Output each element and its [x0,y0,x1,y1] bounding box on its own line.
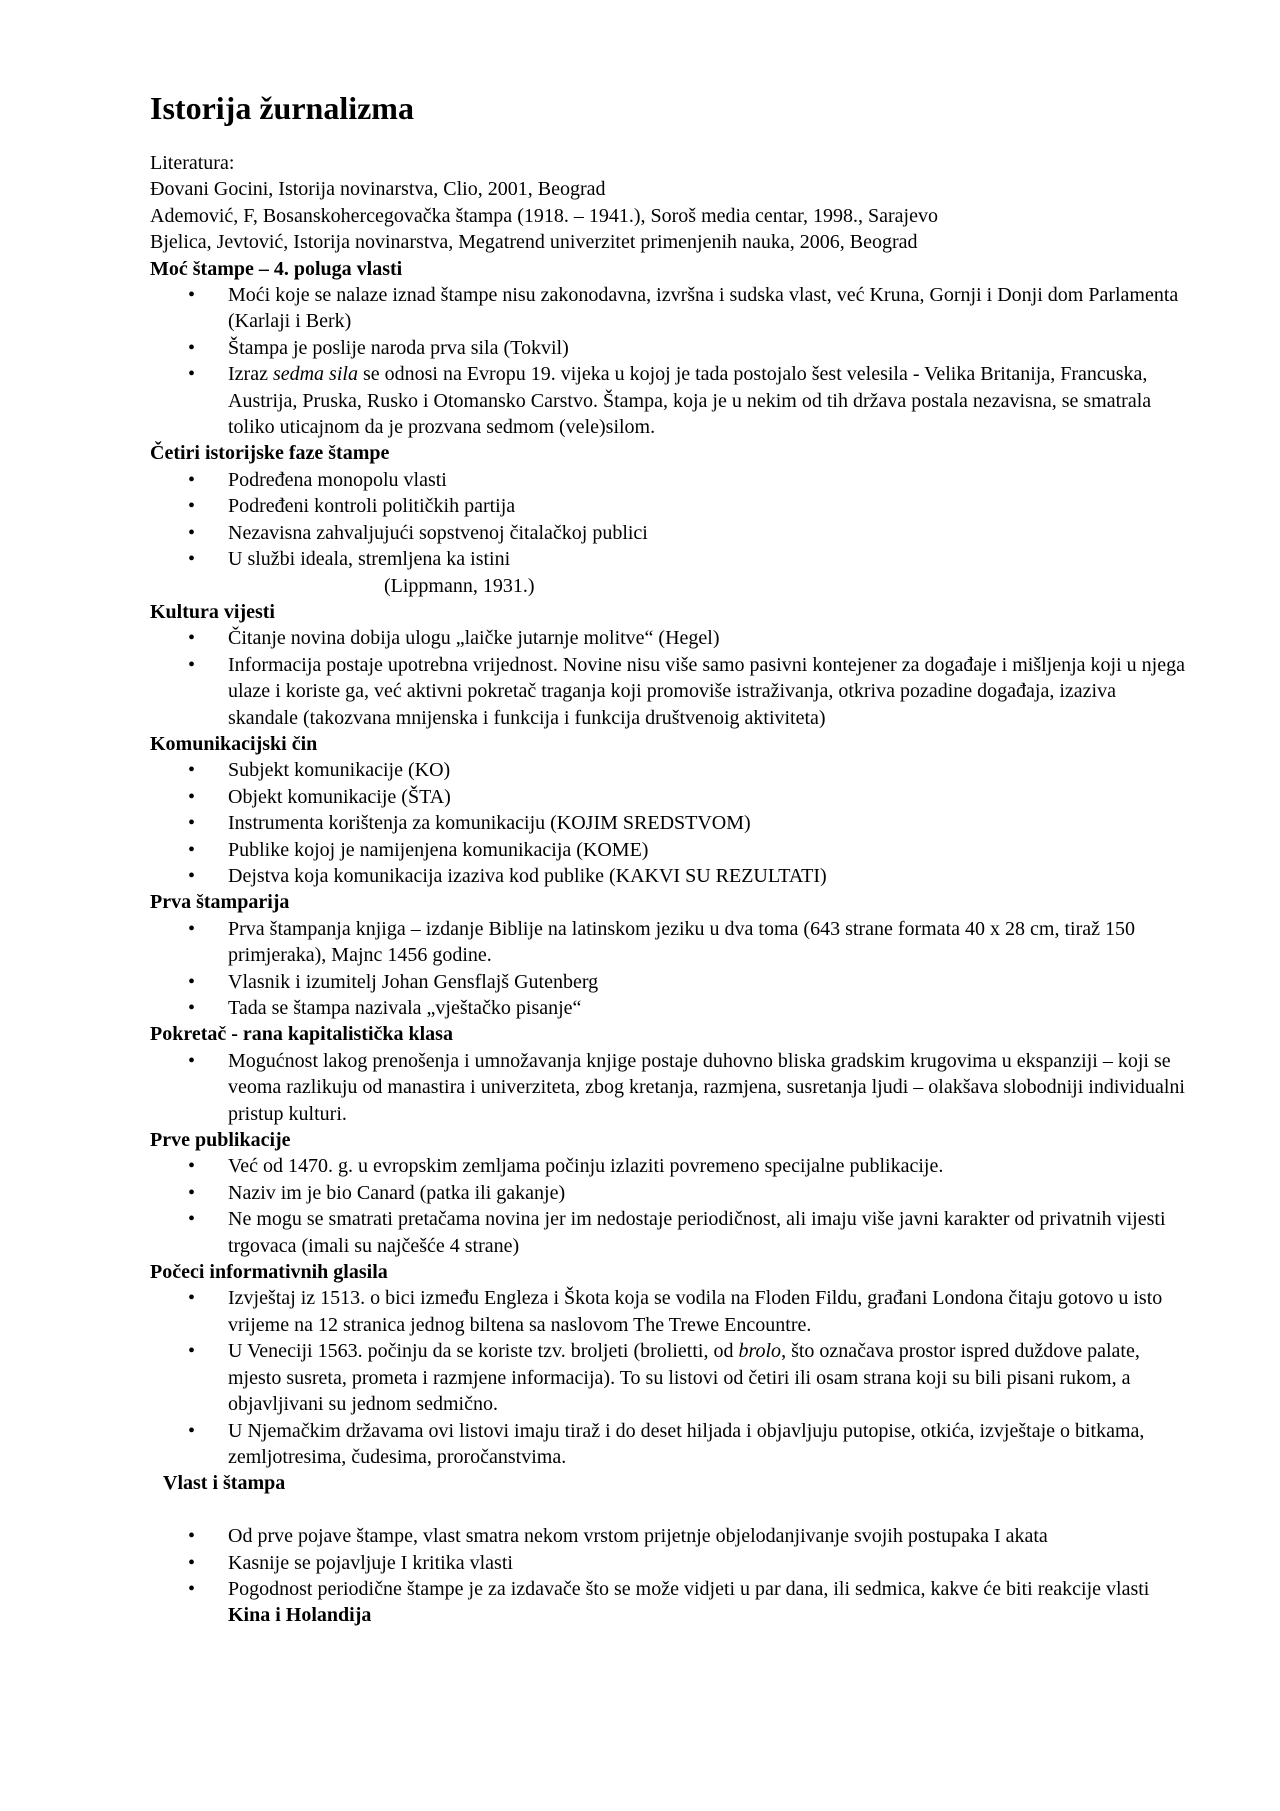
list-item-text: Nezavisna zahvaljujući sopstvenoj čitalačkoj publici [228,521,648,544]
section-heading: Moć štampe – 4. poluga vlasti [150,257,403,280]
bullet-icon: • [188,1577,196,1600]
bullet-icon: • [188,970,196,993]
list-item [150,757,1190,783]
list-item-text: U Njemačkim državama ovi listovi imaju tiraž i do deset hiljada i objavljuju putopise, otkića, izvještaje o bitkama, zemljotresima, čudesima, proročanstvima. [228,1419,1145,1468]
list-item-text: Vlasnik i izumitelj Johan Gensflajš Gutenberg [228,970,599,993]
list-item-text: Instrumenta korištenja za komunikaciju (KOJIM SREDSTVOM) [228,812,751,835]
list-item [150,1576,1190,1602]
section-kultura-vijesti [150,599,1190,731]
bullet-icon: • [188,627,196,650]
list-item-text: U Veneciji 1563. počinju da se koriste tzv. brolјeti (brolietti, od [228,1340,739,1363]
section-komunikacijski-cin [150,731,1190,889]
bullet-list [150,625,1190,731]
list-item-text: Tada se štampa nazivala „vještačko pisanje“ [228,997,582,1019]
literature-block [150,150,1190,256]
list-item [150,361,1190,440]
list-item-text: Objekt komunikacije (ŠTA) [228,785,451,808]
list-item-text: Kasnije se pojavljuje I kritika vlasti [228,1551,513,1574]
section-heading: Četiri istorijske faze štampe [150,442,390,465]
list-item [150,520,1190,546]
list-item-text: Informacija postaje upotrebna vrijednost. Novine nisu više samo pasivni kontejener za događaje i mišljenja koji u njega ulaze i koriste ga, već aktivni pokretač traganja koji promoviše istraživanja, otkriva pozadine događaja, izaziva skandale (takozvana mnijenska i funkcija i funkcija društvenoig aktiviteta) [228,653,1185,729]
section-heading: Pokretač - rana kapitalistička klasa [150,1023,453,1046]
list-item [150,1285,1190,1338]
section-heading: Počeci informativnih glasila [150,1261,388,1284]
literature-label: Literatura: [150,152,235,174]
bullet-icon: • [188,1340,196,1363]
blank-line [150,1497,1190,1523]
list-item-text: Dejstva koja komunikacija izaziva kod publike (KAKVI SU REZULTATI) [228,864,827,887]
bullet-icon: • [188,1208,196,1231]
bullet-icon: • [188,495,196,518]
bullet-icon: • [188,1155,196,1178]
section-heading: Kultura vijesti [150,600,275,623]
bullet-list [150,757,1190,889]
list-item-text: Prva štampanja knjiga – izdanje Biblije na latinskom jeziku u dva toma (643 strane formata 40 x 28 cm, tiraž 150 primjeraka), Majnc 1456 godine. [228,917,1135,967]
list-item [150,546,1190,572]
list-item [150,1048,1190,1127]
list-item-text: Već od 1470. g. u evropskim zemljama počinju izlaziti povremeno specijalne publikacije. [228,1155,944,1178]
citation: (Lippmann, 1931.) [384,574,535,597]
literature-item: Bjelica, Jevtović, Istorija novinarstva, Megatrend univerzitet primenjenih nauka, 2006, Beograd [150,231,918,254]
list-item [150,995,1190,1021]
bullet-icon: • [188,838,196,861]
list-item-text: Mogućnost lakog prenošenja i umnožavanja knjige postaje duhovno bliska gradskim krugovima u ekspanziji – koji se veoma razlikuju od manastira i univerziteta, zbog kretanja, razmjena, susretanja ljudi – olakšava slobodniji individualni pristup kulturi. [228,1049,1185,1125]
section-heading: Prve publikacije [150,1129,291,1152]
list-item [150,652,1190,731]
list-item [150,1523,1190,1549]
bullet-icon: • [188,653,196,676]
bullet-icon: • [188,284,196,307]
bullet-icon: • [188,1525,196,1548]
list-item [150,493,1190,519]
list-item [150,1550,1190,1576]
list-item [150,335,1190,361]
section-heading: Kina i Holandija [228,1604,372,1627]
list-item-text: se odnosi na Evropu 19. vijeka u kojoj je tada postojalo šest velesila - Velika Britanija, Francuska, Austrija, Pruska, Rusko i Otomansko Carstvo. Štampa, koja je u nekim od tih država postala nezavisna, se smatrala toliko uticajnom da je prozvana sedmom (vele)silom. [228,363,1152,439]
bullet-icon: • [188,1049,196,1072]
document-page [150,88,1190,1629]
bullet-icon: • [188,785,196,808]
list-item [150,1338,1190,1417]
list-item-text: Od prve pojave štampe, vlast smatra nekom vrstom prijetnje objelodanjivanje svojih postupaka I akata [228,1525,1048,1548]
list-item [150,1206,1190,1259]
list-item-text: Publike kojoj je namijenjena komunikacija (KOME) [228,838,649,861]
section-heading: Vlast i štampa [163,1472,286,1495]
bullet-list [150,467,1190,573]
bullet-list [150,282,1190,440]
list-item [150,467,1190,493]
list-item-text: Pogodnost periodične štampe je za izdavače što se može vidjeti u par dana, ili sedmica, kakve će biti reakcije vlasti [228,1577,1150,1600]
list-item-text: U službi ideala, stremljena ka istini [228,548,511,571]
bullet-icon: • [188,759,196,782]
list-item [150,1418,1190,1471]
list-item-text: Štampa je poslije naroda prva sila (Tokvil) [228,336,569,359]
section-faze-stampe [150,440,1190,598]
list-item-text: Podređena monopolu vlasti [228,468,447,491]
section-pokretac [150,1021,1190,1127]
bullet-icon: • [188,997,196,1019]
literature-item: Đovani Gocini, Istorija novinarstva, Clio, 2001, Beograd [150,178,606,201]
bullet-icon: • [188,1551,196,1574]
bullet-list [150,1153,1190,1259]
list-item-text: Čitanje novina dobija ulogu „laičke jutarnje molitve“ (Hegel) [228,627,720,650]
bullet-icon: • [188,1287,196,1310]
list-item [150,1153,1190,1179]
bullet-icon: • [188,363,196,386]
section-moc-stampe [150,256,1190,441]
list-item [150,1180,1190,1206]
bullet-list [150,1048,1190,1127]
section-heading: Komunikacijski čin [150,732,318,755]
section-heading: Prva štamparija [150,891,290,914]
list-item [150,282,1190,335]
list-item-text: Izvještaj iz 1513. o bici između Engleza i Škota koja se vodila na Floden Fildu, građani Londona čitaju gotovo u isto vrijeme na 12 stranica jednog biltena sa naslovom The Trewe Encountre. [228,1287,1163,1336]
list-item [150,837,1190,863]
list-item-text: , što označava prostor ispred duždove palate, mjesto susreta, prometa i razmjene informacija). To su listovi od četiri ili osam strana koji su bili pisani rukom, a objavljivani su jednom sedmično. [228,1340,1140,1416]
bullet-list [150,916,1190,1022]
list-item [150,625,1190,651]
emphasis-text: brolo [738,1340,782,1363]
bullet-icon: • [188,1181,196,1204]
bullet-list [150,1285,1190,1470]
bullet-icon: • [188,917,196,940]
bullet-icon: • [188,812,196,835]
list-item [150,969,1190,995]
section-prve-publikacije [150,1127,1190,1259]
bullet-icon: • [188,336,196,359]
literature-item: Ademović, F, Bosanskohercegovačka štampa (1918. – 1941.), Soroš media centar, 1998., Sarajevo [150,204,938,227]
document-title: Istorija žurnalizma [150,90,414,126]
list-item-text: Moći koje se nalaze iznad štampe nisu zakonodavna, izvršna i sudska vlast, već Kruna, Gornji i Donji dom Parlamenta (Karlaji i Berk) [228,284,1179,333]
list-item [150,863,1190,889]
bullet-icon: • [188,521,196,544]
list-item [150,916,1190,969]
bullet-icon: • [188,548,196,571]
section-poceci-glasila [150,1259,1190,1470]
bullet-icon: • [188,468,196,491]
list-item-text: Ne mogu se smatrati pretačama novina jer im nedostaje periodičnost, ali imaju više javni karakter od privatnih vijesti trgovaca (imali su najčešće 4 strane) [228,1208,1166,1257]
bullet-list [150,1523,1190,1602]
section-prva-stamparija [150,889,1190,1021]
bullet-icon: • [188,864,196,887]
list-item-text: Izraz [228,363,273,386]
list-item [150,784,1190,810]
list-item-text: Subjekt komunikacije (KO) [228,759,451,782]
list-item [150,810,1190,836]
bullet-icon: • [188,1419,196,1442]
section-vlast-i-stampa [150,1470,1190,1628]
emphasis-text: sedma sila [272,363,358,386]
list-item-text: Naziv im je bio Canard (patka ili gakanje) [228,1181,566,1204]
list-item-text: Podređeni kontroli političkih partija [228,495,516,518]
